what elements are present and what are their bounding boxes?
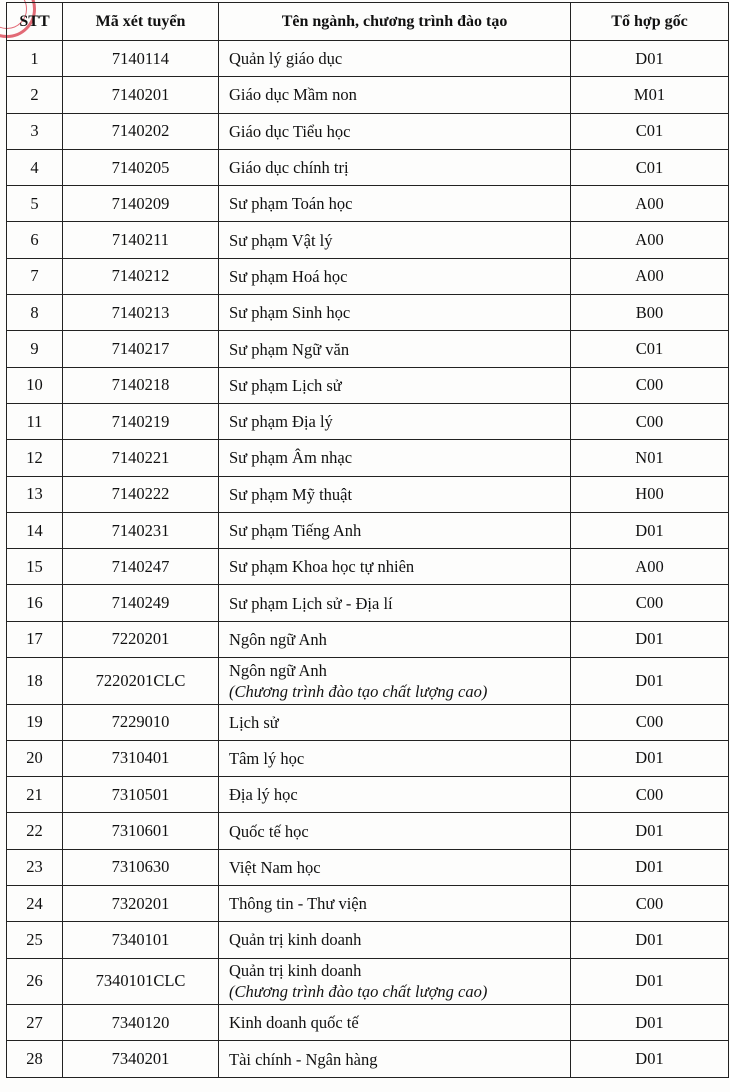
cell-code: 7310601 [63,813,219,849]
cell-combo: M01 [571,77,729,113]
table-row [7,1005,729,1041]
cell-stt: 15 [7,549,63,585]
table-row [7,621,729,657]
cell-name [219,512,571,548]
cell-stt: 21 [7,777,63,813]
program-name: Giáo dục Tiểu học [229,121,351,141]
cell-combo: D01 [571,1041,729,1077]
admission-table [6,2,729,1078]
table-row [7,149,729,185]
cell-combo: A00 [571,222,729,258]
cell-name [219,740,571,776]
cell-stt: 19 [7,704,63,740]
table-row [7,331,729,367]
header-code: Mã xét tuyển [63,3,219,41]
program-name: Sư phạm Sinh học [229,303,351,323]
program-name: Sư phạm Hoá học [229,266,348,286]
cell-combo: D01 [571,658,729,705]
cell-combo: A00 [571,549,729,585]
cell-combo: C00 [571,585,729,621]
program-note: (Chương trình đào tạo chất lượng cao) [229,982,488,1002]
cell-name [219,658,571,705]
program-name: Kinh doanh quốc tế [229,1013,359,1033]
cell-name [219,886,571,922]
cell-code: 7140249 [63,585,219,621]
cell-code: 7140222 [63,476,219,512]
table-row [7,704,729,740]
cell-stt: 11 [7,403,63,439]
program-name: Sư phạm Lịch sử - Địa lí [229,593,393,613]
cell-name [219,113,571,149]
cell-stt: 5 [7,186,63,222]
cell-code: 7140205 [63,149,219,185]
cell-name [219,258,571,294]
cell-code: 7140213 [63,295,219,331]
table-row [7,258,729,294]
cell-combo: C00 [571,704,729,740]
cell-code: 7140202 [63,113,219,149]
cell-code: 7220201 [63,621,219,657]
table-row [7,403,729,439]
cell-stt: 7 [7,258,63,294]
cell-combo: C00 [571,777,729,813]
cell-combo: C01 [571,113,729,149]
cell-code: 7140221 [63,440,219,476]
cell-stt: 23 [7,849,63,885]
cell-stt: 4 [7,149,63,185]
table-row [7,585,729,621]
cell-code: 7140201 [63,77,219,113]
program-name: Sư phạm Khoa học tự nhiên [229,557,415,577]
table-row [7,222,729,258]
program-name: Ngôn ngữ Anh [229,660,327,680]
cell-code: 7340201 [63,1041,219,1077]
cell-name [219,549,571,585]
program-name: Việt Nam học [229,857,321,877]
program-name: Giáo dục Mầm non [229,85,357,105]
cell-name [219,1041,571,1077]
cell-code: 7140219 [63,403,219,439]
program-name: Sư phạm Tiếng Anh [229,521,362,540]
cell-code: 7140218 [63,367,219,403]
cell-combo: D01 [571,849,729,885]
program-name: Lịch sử [229,712,279,732]
table-row [7,113,729,149]
cell-name [219,476,571,512]
cell-code: 7140217 [63,331,219,367]
cell-stt: 28 [7,1041,63,1077]
cell-name [219,958,571,1005]
table-row [7,740,729,776]
cell-name [219,77,571,113]
header-combo: Tổ hợp gốc [571,3,729,41]
cell-stt: 3 [7,113,63,149]
table-row [7,440,729,476]
cell-stt: 12 [7,440,63,476]
cell-code: 7220201CLC [63,658,219,705]
cell-stt: 2 [7,77,63,113]
cell-name [219,813,571,849]
program-name: Địa lý học [229,785,298,805]
cell-stt: 24 [7,886,63,922]
cell-combo: C01 [571,331,729,367]
cell-name [219,922,571,958]
cell-name [219,704,571,740]
table-row [7,658,729,705]
cell-combo: D01 [571,621,729,657]
cell-combo: D01 [571,958,729,1005]
program-name: Sư phạm Địa lý [229,412,333,432]
table-header-row [7,3,729,41]
cell-combo: D01 [571,512,729,548]
table-row [7,295,729,331]
cell-name [219,367,571,403]
table-row [7,186,729,222]
cell-code: 7140212 [63,258,219,294]
table-row [7,922,729,958]
cell-code: 7320201 [63,886,219,922]
cell-name [219,585,571,621]
program-note: (Chương trình đào tạo chất lượng cao) [229,681,488,701]
cell-code: 7340101CLC [63,958,219,1005]
table-row [7,512,729,548]
cell-combo: N01 [571,440,729,476]
cell-combo: D01 [571,740,729,776]
cell-code: 7310401 [63,740,219,776]
program-name: Sư phạm Vật lý [229,230,333,250]
cell-stt: 22 [7,813,63,849]
program-name: Sư phạm Mỹ thuật [229,484,353,504]
cell-stt: 20 [7,740,63,776]
program-name: Quản trị kinh doanh [229,961,362,981]
program-name: Sư phạm Âm nhạc [229,448,353,468]
cell-stt: 25 [7,922,63,958]
cell-code: 7310501 [63,777,219,813]
cell-code: 7229010 [63,704,219,740]
program-name: Quản lý giáo dục [229,49,343,69]
table-row [7,549,729,585]
cell-combo: A00 [571,186,729,222]
cell-stt: 14 [7,512,63,548]
cell-combo: C00 [571,886,729,922]
cell-combo: C00 [571,403,729,439]
cell-stt: 18 [7,658,63,705]
cell-stt: 13 [7,476,63,512]
table-row [7,476,729,512]
cell-name [219,403,571,439]
table-row [7,777,729,813]
cell-name [219,1005,571,1041]
cell-code: 7140114 [63,41,219,77]
cell-combo: D01 [571,813,729,849]
cell-name [219,149,571,185]
cell-combo: D01 [571,922,729,958]
cell-stt: 16 [7,585,63,621]
cell-stt: 27 [7,1005,63,1041]
cell-code: 7340101 [63,922,219,958]
cell-name [219,331,571,367]
cell-name [219,777,571,813]
program-name: Thông tin - Thư viện [229,894,367,914]
cell-name [219,186,571,222]
cell-stt: 10 [7,367,63,403]
table-row [7,77,729,113]
cell-combo: C00 [571,367,729,403]
program-name: Giáo dục chính trị [229,158,349,178]
cell-combo: H00 [571,476,729,512]
program-name: Quốc tế học [229,821,309,841]
cell-combo: A00 [571,258,729,294]
cell-stt: 26 [7,958,63,1005]
cell-name [219,849,571,885]
program-name: Quản trị kinh doanh [229,930,362,950]
table-row [7,886,729,922]
cell-combo: C01 [571,149,729,185]
program-name: Sư phạm Ngữ văn [229,339,350,359]
cell-name [219,621,571,657]
cell-combo: D01 [571,1005,729,1041]
cell-stt: 17 [7,621,63,657]
cell-combo: B00 [571,295,729,331]
program-name: Sư phạm Toán học [229,194,353,214]
cell-code: 7140209 [63,186,219,222]
cell-code: 7340120 [63,1005,219,1041]
cell-name [219,440,571,476]
cell-stt: 6 [7,222,63,258]
table-row [7,41,729,77]
cell-stt: 1 [7,41,63,77]
header-name: Tên ngành, chương trình đào tạo [219,3,571,41]
program-name: Ngôn ngữ Anh [229,629,327,649]
cell-code: 7310630 [63,849,219,885]
program-name: Tài chính - Ngân hàng [229,1049,378,1069]
cell-code: 7140247 [63,549,219,585]
header-stt: STT [7,3,63,41]
table-row [7,813,729,849]
table-row [7,849,729,885]
program-name: Tâm lý học [229,748,305,768]
cell-stt: 8 [7,295,63,331]
cell-combo: D01 [571,41,729,77]
table-row [7,1041,729,1077]
cell-name [219,222,571,258]
cell-code: 7140211 [63,222,219,258]
program-name: Sư phạm Lịch sử [229,375,342,395]
table-row [7,958,729,1005]
cell-name [219,295,571,331]
cell-stt: 9 [7,331,63,367]
table-row [7,367,729,403]
cell-name [219,41,571,77]
cell-code: 7140231 [63,512,219,548]
